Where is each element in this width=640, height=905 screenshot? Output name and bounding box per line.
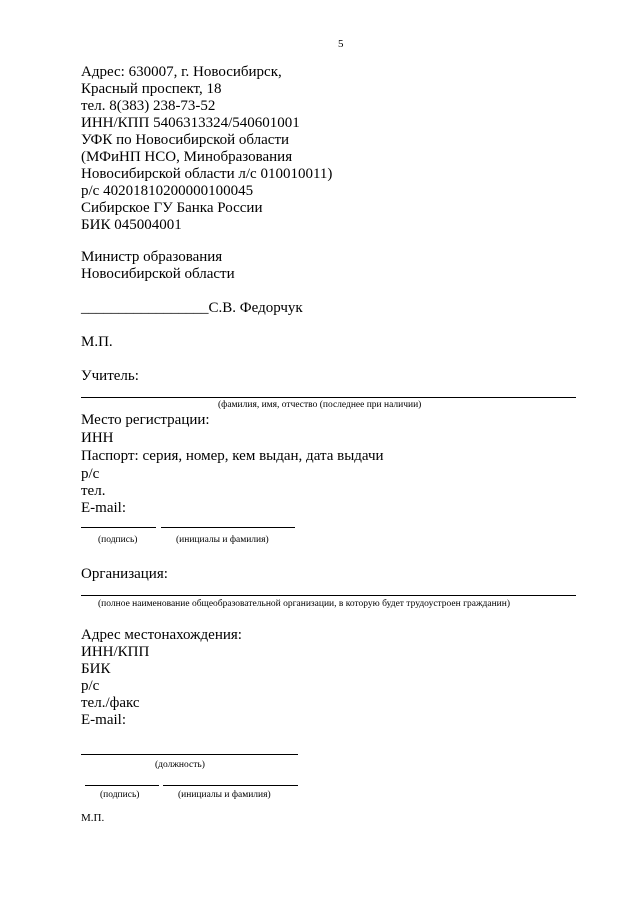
teacher-registration: Место регистрации: xyxy=(81,412,210,428)
organization-account: р/с xyxy=(81,678,100,694)
teacher-name-line xyxy=(81,397,576,398)
ministry-account-rs: р/с 40201810200000100045 xyxy=(81,183,254,199)
organization-address: Адрес местонахождения: xyxy=(81,627,242,643)
ministry-address-line-2: Красный проспект, 18 xyxy=(81,81,222,97)
ministry-mfinp: (МФиНП НСО, Минобразования xyxy=(81,149,293,165)
ministry-phone: тел. 8(383) 238-73-52 xyxy=(81,98,216,114)
organization-phone-fax: тел./факс xyxy=(81,695,140,711)
page-number: 5 xyxy=(338,38,344,50)
teacher-inn: ИНН xyxy=(81,430,114,446)
organization-initials-line xyxy=(163,785,298,786)
teacher-heading: Учитель: xyxy=(81,368,139,384)
organization-seal-mark: М.П. xyxy=(81,812,105,824)
ministry-account-ls: Новосибирской области л/с 010010011) xyxy=(81,166,333,182)
minister-position-line-1: Министр образования xyxy=(81,249,223,265)
organization-initials-caption: (инициалы и фамилия) xyxy=(178,790,271,800)
organization-email: E-mail: xyxy=(81,712,126,728)
organization-name-line xyxy=(81,595,576,596)
organization-heading: Организация: xyxy=(81,566,168,582)
teacher-signature-line xyxy=(81,527,156,528)
organization-bik: БИК xyxy=(81,661,111,677)
teacher-email: E-mail: xyxy=(81,500,126,516)
organization-position-line xyxy=(81,754,298,755)
minister-position-line-2: Новосибирской области xyxy=(81,266,235,282)
ministry-inn-kpp: ИНН/КПП 5406313324/540601001 xyxy=(81,115,300,131)
organization-name-caption: (полное наименование общеобразовательной организации, в которую будет трудоустроен гражданин) xyxy=(98,599,510,609)
ministry-bank: Сибирское ГУ Банка России xyxy=(81,200,263,216)
teacher-name-caption: (фамилия, имя, отчество (последнее при наличии) xyxy=(218,400,422,410)
teacher-initials-caption: (инициалы и фамилия) xyxy=(176,535,269,545)
signatory-name: С.В. Федорчук xyxy=(208,300,303,316)
ministry-ufk: УФК по Новосибирской области xyxy=(81,132,290,148)
signature-underscores: _________________ xyxy=(81,300,209,316)
teacher-passport: Паспорт: серия, номер, кем выдан, дата выдачи xyxy=(81,448,384,464)
organization-inn-kpp: ИНН/КПП xyxy=(81,644,150,660)
organization-position-caption: (должность) xyxy=(155,760,205,770)
organization-signature-caption: (подпись) xyxy=(100,790,140,800)
ministry-address-line-1: Адрес: 630007, г. Новосибирск, xyxy=(81,64,282,80)
teacher-phone: тел. xyxy=(81,483,106,499)
teacher-account: р/с xyxy=(81,466,100,482)
teacher-signature-caption: (подпись) xyxy=(98,535,138,545)
organization-signature-line xyxy=(85,785,159,786)
ministry-bik: БИК 045004001 xyxy=(81,217,182,233)
teacher-initials-line xyxy=(161,527,295,528)
minister-signature xyxy=(81,300,303,317)
ministry-seal-mark: М.П. xyxy=(81,334,113,350)
